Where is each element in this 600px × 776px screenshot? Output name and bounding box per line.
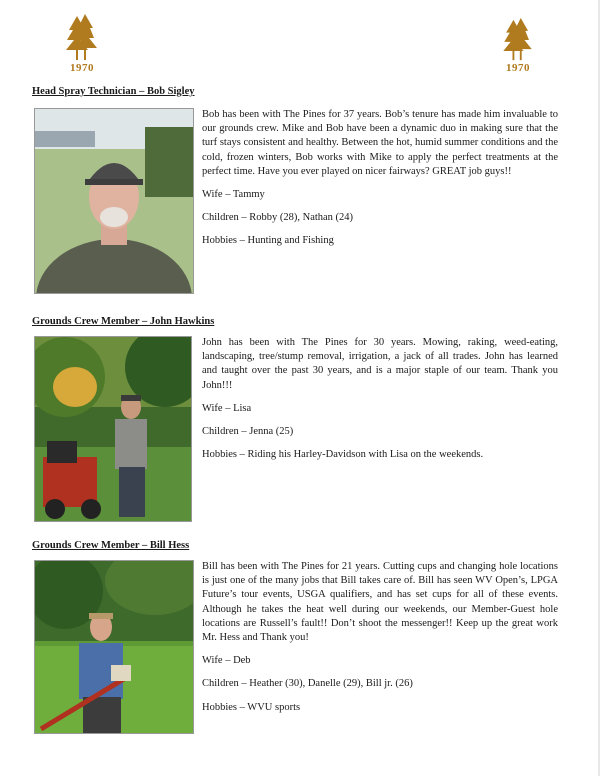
profile-wife: Wife – Lisa [202, 402, 252, 414]
logo-year: 1970 [506, 62, 530, 74]
pines-logo-left [60, 14, 104, 74]
pine-tree-icon [501, 18, 535, 62]
profile-photo [34, 336, 192, 522]
profile-children: Children – Heather (30), Danelle (29), Bill jr. (26) [202, 678, 413, 690]
profile-children: Children – Jenna (25) [202, 426, 294, 438]
logo-year: 1970 [70, 62, 94, 74]
pines-logo-right [496, 18, 540, 74]
profile-heading: Head Spray Technician – Bob Sigley [32, 86, 195, 97]
profile-bio: Bill has been with The Pines for 21 years. Cutting cups and changing hole locations is just one of the many jobs that Bill takes care of. Bill has seen WV Open’s, LPGA Future’s tour events, USGA qualifiers, and has set cups for all of these events. Although he takes the heat well during our weekends, our Member-Guest hole locations are Russell’s fault!! Don’t shoot the messenger!! Keep up the great work Mr. Hess and Thank you! [202, 561, 558, 644]
profile-text [202, 336, 558, 471]
profile-photo [34, 108, 194, 294]
profile-children: Children – Robby (28), Nathan (24) [202, 212, 354, 224]
profile-hobbies: Hobbies – WVU sports [202, 701, 301, 713]
profile-bio: John has been with The Pines for 30 years. Mowing, raking, weed-eating, landscaping, tree/stump removal, irrigation, a jack of all trades. John has learned and taught over the past 30 years, and is a major staple of our team. Thank you John!!! [202, 337, 558, 391]
profile-bio: Bob has been with The Pines for 37 years. Bob’s tenure has made him invaluable to our grounds crew. Mike and Bob have been a dynamic duo in making sure that the turf stays consistent and healthy. Between the hot, humid summer conditions and the cold, frozen winters, Bob works with Mike to apply the perfect treatments at the perfect time. Have you ever played on nicer fairways? GREAT job guys!! [202, 109, 558, 177]
profile-hobbies: Hobbies – Hunting and Fishing [202, 235, 334, 247]
profile-text [202, 560, 558, 724]
profile-heading: Grounds Crew Member – John Hawkins [32, 316, 215, 327]
profile-heading: Grounds Crew Member – Bill Hess [32, 540, 190, 551]
profile-hobbies: Hobbies – Riding his Harley-Davidson with Lisa on the weekends. [202, 449, 484, 461]
profile-wife: Wife – Tammy [202, 189, 265, 201]
profile-photo [34, 560, 194, 734]
profile-wife: Wife – Deb [202, 655, 251, 667]
pine-tree-icon [64, 14, 100, 62]
profile-text [202, 108, 558, 258]
